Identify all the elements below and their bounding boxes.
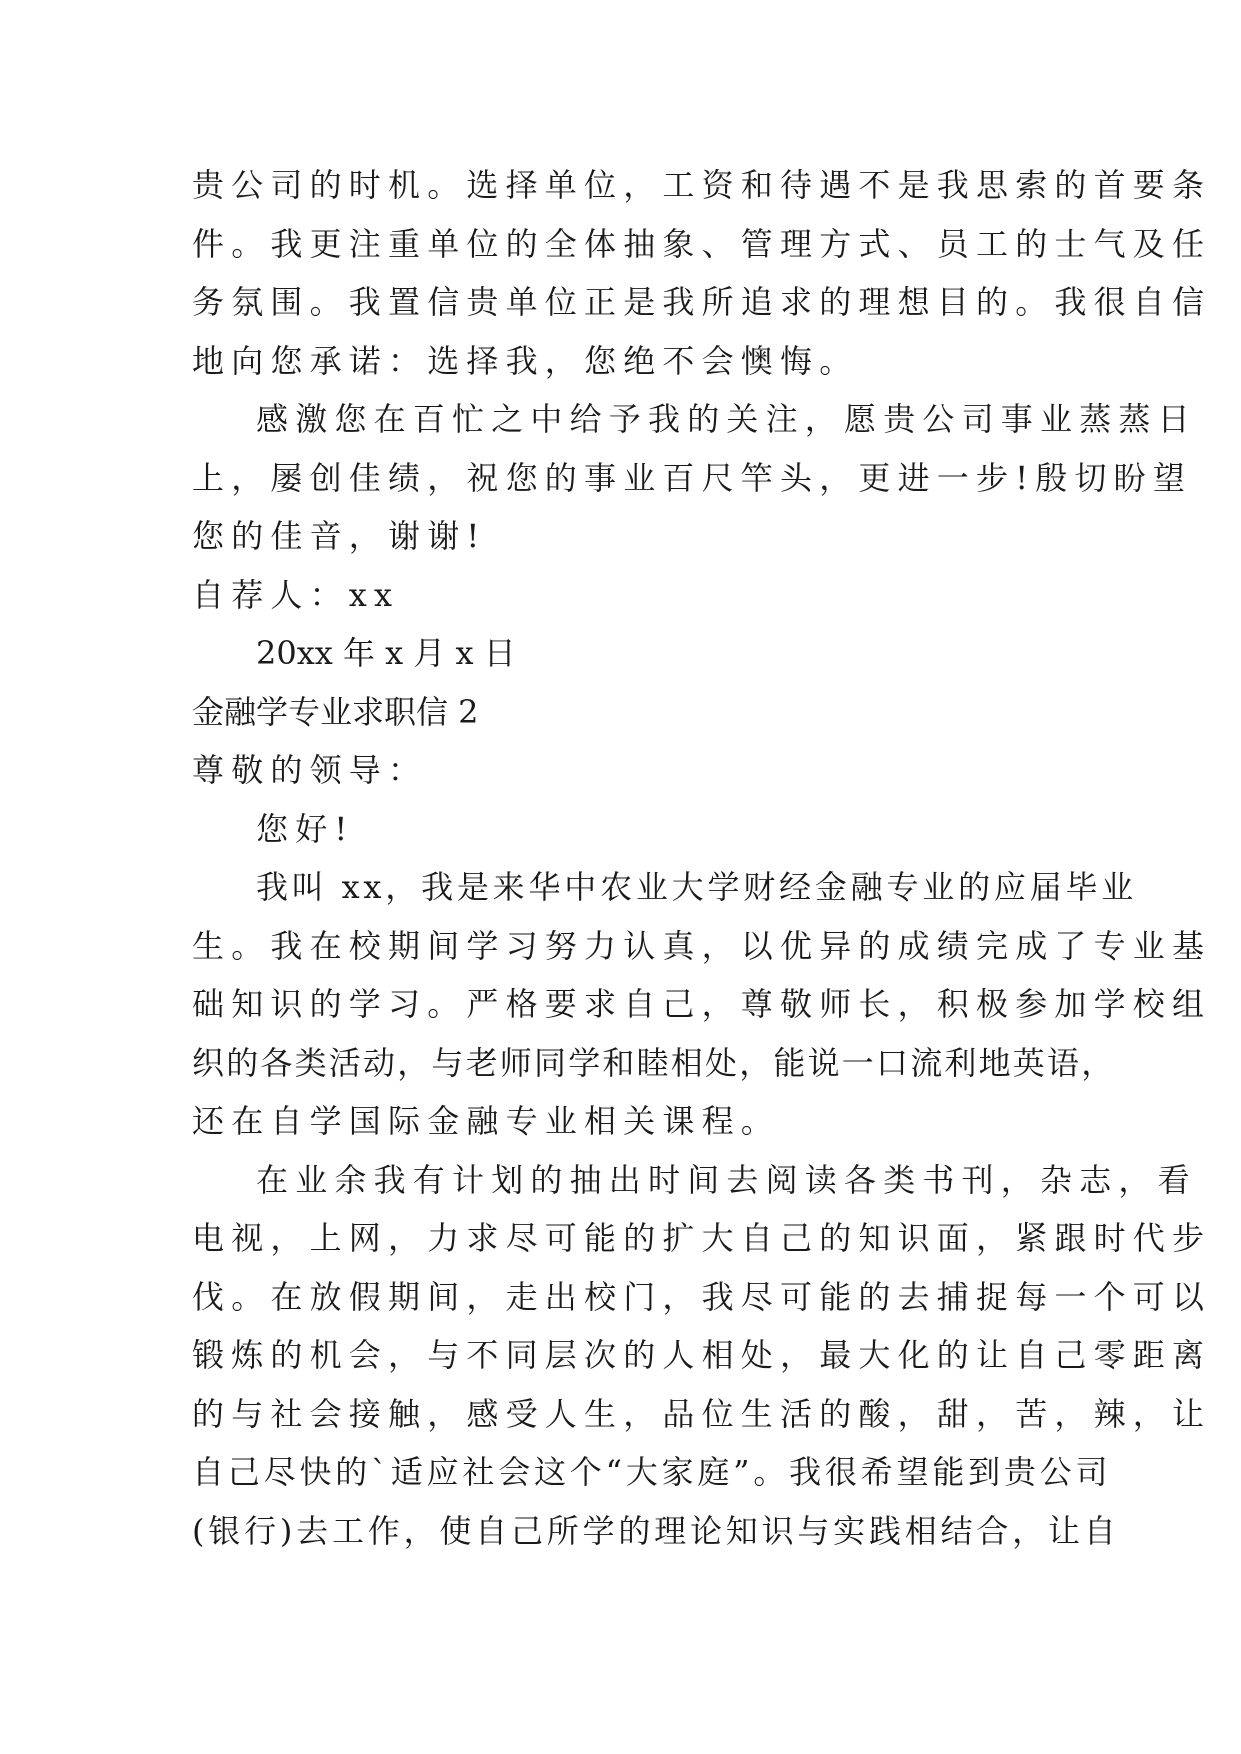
text-line: 织的各类活动，与老师同学和睦相处，能说一口流利地英语， xyxy=(192,1043,1116,1082)
text-line: 上，屡创佳绩，祝您的事业百尺竿头，更进一步!殷切盼望 xyxy=(192,458,1193,497)
text-line: 贵公司的时机。选择单位，工资和待遇不是我思索的首要条 xyxy=(192,166,1212,204)
signature-line: 自荐人：xx xyxy=(192,575,400,614)
greeting: 您好! xyxy=(256,809,355,848)
text-line: 电视，上网，力求尽可能的扩大自己的知识面，紧跟时代步 xyxy=(192,1219,1212,1257)
text-line: 锻炼的机会，与不同层次的人相处，最大化的让自己零距离 xyxy=(192,1336,1212,1374)
letter-body xyxy=(192,156,1212,1560)
text-line: 务氛围。我置信贵单位正是我所追求的理想目的。我很自信 xyxy=(192,283,1212,321)
date-line: 20xx 年 x 月 x 日 xyxy=(256,634,516,672)
text-line: 在业余我有计划的抽出时间去阅读各类书刊，杂志，看 xyxy=(256,1160,1197,1199)
text-line: 自己尽快的`适应社会这个“大家庭”。我很希望能到贵公司 xyxy=(192,1453,1112,1491)
salutation: 尊敬的领导： xyxy=(192,751,428,789)
text-line: 础知识的学习。严格要求自己，尊敬师长，积极参加学校组 xyxy=(192,985,1212,1023)
text-line: 件。我更注重单位的全体抽象、管理方式、员工的士气及任 xyxy=(192,224,1212,263)
text-line: (银行)去工作，使自己所学的理论知识与实践相结合，让自 xyxy=(192,1511,1120,1550)
text-line: 我叫 xx，我是来华中农业大学财经金融专业的应届毕业 xyxy=(256,868,1138,906)
text-line: 生。我在校期间学习努力认真，以优异的成绩完成了专业基 xyxy=(192,926,1212,965)
text-line: 的与社会接触，感受人生，品位生活的酸，甜，苦，辣，让 xyxy=(192,1394,1212,1433)
text-line: 伐。在放假期间，走出校门，我尽可能的去捕捉每一个可以 xyxy=(192,1277,1212,1316)
text-line: 您的佳音，谢谢! xyxy=(192,517,487,555)
text-line: 感激您在百忙之中给予我的关注，愿贵公司事业蒸蒸日 xyxy=(256,400,1197,438)
text-line: 地向您承诺：选择我，您绝不会懊悔。 xyxy=(192,341,859,380)
section-title: 金融学专业求职信 2 xyxy=(192,692,479,731)
text-line: 还在自学国际金融专业相关课程。 xyxy=(192,1102,781,1140)
